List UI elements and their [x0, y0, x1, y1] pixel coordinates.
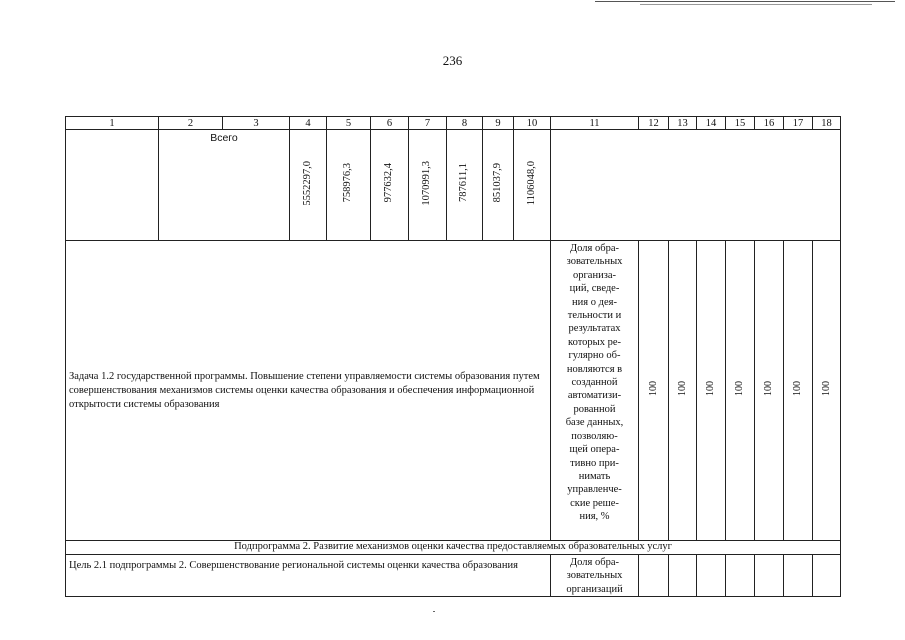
indicator-line: гулярно об-: [568, 350, 621, 362]
header-cell: 1: [66, 117, 159, 130]
task-row: [66, 241, 841, 541]
page-number: 236: [442, 53, 463, 68]
header-cell: 7: [409, 117, 447, 130]
top-rule-2: [640, 4, 872, 5]
target-cell: [784, 241, 813, 541]
total-value: 977632,4: [383, 163, 395, 203]
header-cell: 8: [447, 117, 483, 130]
target-value: 100: [676, 380, 688, 396]
total-label: Всего: [210, 132, 238, 144]
indicator-line: ций, сведе-: [569, 283, 620, 295]
subprogram-row: [66, 541, 841, 555]
indicator-line: зовательных: [566, 256, 623, 268]
target-cell: [726, 241, 755, 541]
target-value: 100: [763, 380, 775, 396]
header-cell: 18: [813, 117, 841, 130]
header-cell: 9: [483, 117, 514, 130]
total-value: 787611,1: [458, 163, 470, 203]
scan-speck: [433, 611, 435, 612]
header-cell: 15: [726, 117, 755, 130]
total-value: 1106048,0: [525, 160, 537, 205]
indicator-line: тельности и: [567, 310, 622, 322]
target-value: 100: [705, 380, 717, 396]
goal-empty-cell: [639, 555, 669, 597]
top-rule-1: [595, 1, 895, 2]
total-value-cell: [514, 130, 551, 241]
indicator-line: Доля обра-: [570, 243, 619, 254]
total-label-cell: [159, 130, 290, 241]
indicator-line: управленче-: [567, 484, 622, 496]
header-cell: 14: [697, 117, 726, 130]
total-value-cell: [409, 130, 447, 241]
header-cell: 4: [290, 117, 327, 130]
header-cell: 12: [639, 117, 669, 130]
goal-empty-cell: [726, 555, 755, 597]
header-cell: 11: [551, 117, 639, 130]
target-value: 100: [820, 380, 832, 396]
indicator-line: базе данных,: [565, 417, 624, 429]
indicator-line: организа-: [572, 269, 616, 281]
indicator-line: зовательных: [566, 570, 623, 582]
total-value-cell: [290, 130, 327, 241]
goal-empty-cell: [697, 555, 726, 597]
goal-row: [66, 555, 841, 597]
indicator-line: тивно при-: [570, 457, 619, 469]
total-value: 5552297,0: [301, 160, 313, 206]
goal-empty-cell: [755, 555, 784, 597]
target-value: 100: [792, 380, 804, 396]
total-value-cell: [327, 130, 371, 241]
indicator-line: результатах: [568, 323, 621, 335]
task-text: Задача 1.2 государственной программы. Повышение степени управляемости системы образования путем совершенствования механизмов системы оценки качества образования и обеспечения информационной открытости системы образования: [66, 241, 551, 541]
indicator-line: нимать: [578, 470, 611, 482]
target-cell: [697, 241, 726, 541]
target-value: 100: [734, 380, 746, 396]
target-value: 100: [647, 380, 659, 396]
task-indicator: [551, 241, 639, 541]
header-cell: 6: [371, 117, 409, 130]
target-cell: [639, 241, 669, 541]
indicator-line: созданной: [571, 377, 618, 389]
header-cell: 13: [669, 117, 697, 130]
indicator-line: автоматизи-: [567, 390, 622, 402]
target-cell: [669, 241, 697, 541]
goal-indicator: [551, 555, 639, 597]
goal-empty-cell: [784, 555, 813, 597]
indicator-line: рованной: [573, 403, 616, 415]
target-cell: [755, 241, 784, 541]
indicator-line: Доля обра-: [570, 557, 619, 568]
header-cell: 17: [784, 117, 813, 130]
total-row-blank: [66, 130, 159, 241]
total-value: 1070991,3: [421, 160, 433, 206]
goal-empty-cell: [669, 555, 697, 597]
total-value-cell: [483, 130, 514, 241]
goal-text: Цель 2.1 подпрограммы 2. Совершенствование региональной системы оценки качества образования: [66, 555, 551, 597]
target-cell: [813, 241, 841, 541]
total-value: 758976,3: [342, 163, 354, 203]
header-row: [66, 117, 841, 130]
header-cell: 2: [159, 117, 223, 130]
indicator-line: организаций: [566, 583, 623, 595]
header-cell: 5: [327, 117, 371, 130]
goal-empty-cell: [813, 555, 841, 597]
header-cell: 3: [223, 117, 290, 130]
indicator-line: ские реше-: [570, 497, 619, 509]
total-row-empty: [551, 130, 841, 241]
subprogram-title: Подпрограмма 2. Развитие механизмов оценки качества предоставляемых образовательных услуг: [66, 541, 841, 555]
indicator-line: щей опера-: [569, 444, 620, 456]
total-value: 851037,9: [491, 163, 503, 203]
indicator-line: которых ре-: [568, 336, 621, 348]
total-row: [66, 130, 841, 241]
total-value-cell: [371, 130, 409, 241]
total-value-cell: [447, 130, 483, 241]
header-cell: 10: [514, 117, 551, 130]
header-cell: 16: [755, 117, 784, 130]
indicator-line: ния, %: [579, 511, 610, 523]
indicator-line: ния о дея-: [572, 296, 617, 308]
data-table: [65, 116, 841, 597]
indicator-line: новляются в: [566, 363, 623, 375]
indicator-line: позволяю-: [571, 430, 618, 442]
